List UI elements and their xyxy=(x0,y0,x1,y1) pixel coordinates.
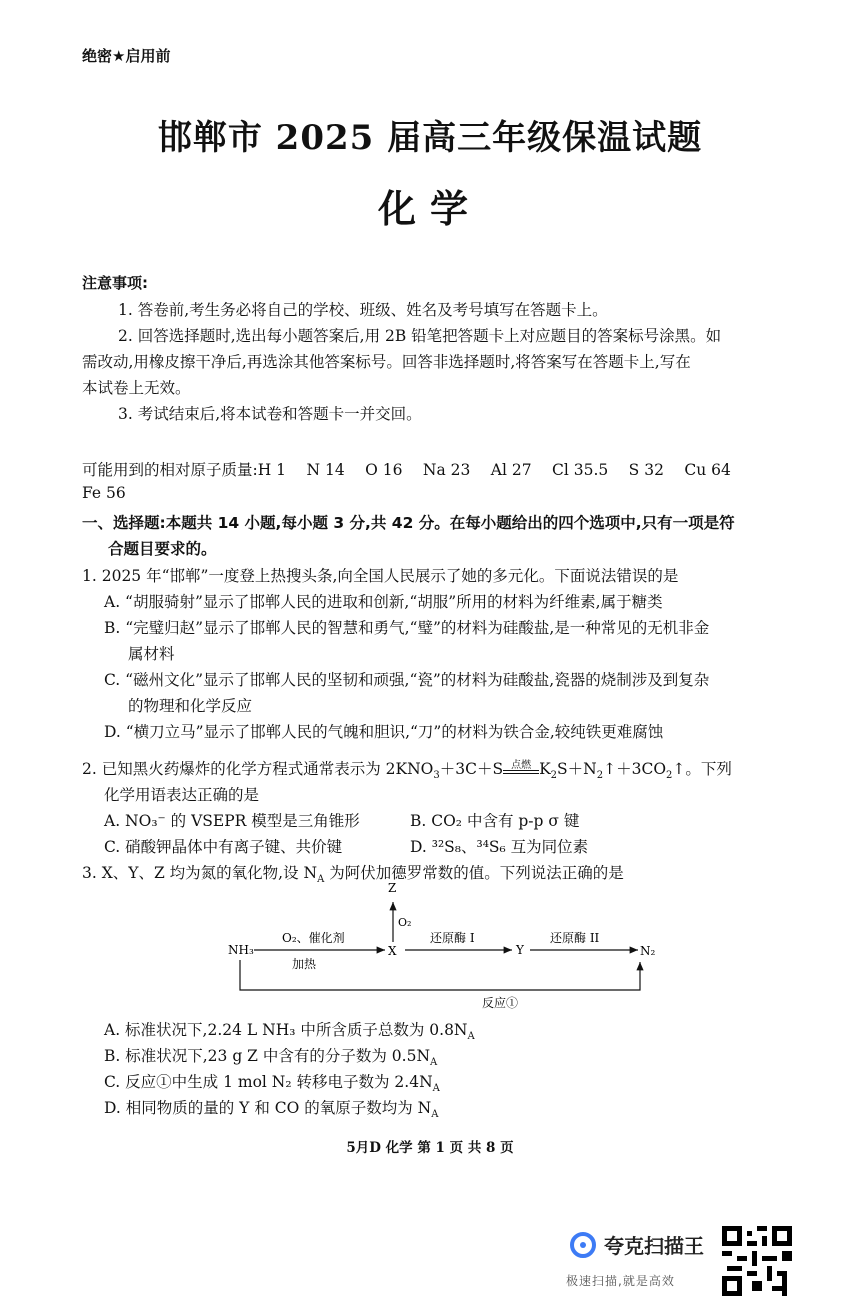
question-2-option-a: A. NO₃⁻ 的 VSEPR 模型是三角锥形 xyxy=(104,812,360,830)
notice-item-1: 1. 答卷前,考生务必将自己的学校、班级、姓名及考号填写在答题卡上。 xyxy=(118,301,608,319)
reaction1-label: 反应① xyxy=(482,996,519,1010)
section-heading: 一、选择题:本题共 14 小题,每小题 3 分,共 42 分。在每小题给出的四个选项中,只有一项是符 xyxy=(82,514,735,532)
nh3-label: NH₃ xyxy=(228,943,254,957)
question-3-option-d-sub: A xyxy=(431,1109,439,1121)
y-label: Y xyxy=(516,943,524,957)
question-2-stem-cont: 化学用语表达正确的是 xyxy=(104,786,260,804)
question-3-option-c xyxy=(104,1070,440,1095)
question-2-stem-start: 2. 已知黑火药爆炸的化学方程式通常表示为 2KNO xyxy=(82,760,434,778)
atomic-masses xyxy=(82,458,731,480)
notice-heading: 注意事项: xyxy=(82,274,148,292)
atomic-masses-values: H 1 N 14 O 16 Na 23 Al 27 Cl 35.5 S 32 Cu 64 xyxy=(257,461,731,479)
scanner-tagline: 极速扫描,就是高效 xyxy=(566,1274,675,1288)
subject-title: 化学 xyxy=(377,186,482,231)
qr-code-icon xyxy=(722,1226,792,1296)
question-2-option-c: C. 硝酸钾晶体中有离子键、共价键 xyxy=(104,838,343,856)
question-3-option-a-sub: A xyxy=(467,1031,475,1043)
question-2-stem: 2. 已知黑火药爆炸的化学方程式通常表示为 $2KNO_3+3C+S$ 点燃 $K_2S+N_2↑+3CO_2↑$。下列 xyxy=(82,757,732,779)
atomic-masses-label: 可能用到的相对原子质量: xyxy=(82,461,258,479)
question-1-option-b-cont: 属材料 xyxy=(128,645,175,663)
confidential-label: 绝密★启用前 xyxy=(82,47,171,65)
section-heading-cont: 合题目要求的。 xyxy=(108,540,217,558)
notice-item-2-cont: 需改动,用橡皮擦干净后,再选涂其他答案标号。回答非选择题时,将答案写在答题卡上,写在 xyxy=(82,353,691,371)
reaction-diagram xyxy=(220,880,660,1015)
enzyme2-label: 还原酶 II xyxy=(550,931,600,945)
question-3-option-d xyxy=(104,1096,439,1121)
question-3-option-b-sub: A xyxy=(430,1057,438,1069)
question-3-option-b xyxy=(104,1044,438,1069)
question-3-option-a xyxy=(104,1018,475,1043)
notice-item-3: 3. 考试结束后,将本试卷和答题卡一并交回。 xyxy=(118,405,422,423)
question-3-stem-text: 3. X、Y、Z 均为氮的氧化物,设 N xyxy=(82,864,318,882)
enzyme1-label: 还原酶 I xyxy=(430,931,475,945)
page-footer: 5月D 化学 第 1 页 共 8 页 xyxy=(346,1140,514,1156)
question-3-option-c-sub: A xyxy=(432,1083,440,1095)
question-3-option-c-text: C. 反应①中生成 1 mol N₂ 转移电子数为 2.4N xyxy=(104,1073,433,1091)
z-label: Z xyxy=(388,881,397,895)
notice-item-2: 2. 回答选择题时,选出每小题答案后,用 2B 铅笔把答题卡上对应题目的答案标号涂黑。如 xyxy=(118,327,722,345)
question-2-option-b: B. CO₂ 中含有 p-p σ 键 xyxy=(410,812,580,830)
atomic-masses-line2: Fe 56 xyxy=(82,484,126,502)
exam-title: 邯郸市 2025 届高三年级保温试题 xyxy=(157,118,703,158)
question-1-option-b: B. “完璧归赵”显示了邯郸人民的智慧和勇气,“璧”的材料为硅酸盐,是一种常见的无机非金 xyxy=(104,619,710,637)
question-3-option-a-text: A. 标准状况下,2.24 L NH₃ 中所含质子总数为 0.8N xyxy=(104,1021,468,1039)
scanner-logo-icon xyxy=(570,1232,596,1258)
reaction-condition: 点燃 xyxy=(511,760,532,771)
question-1-option-a: A. “胡服骑射”显示了邯郸人民的进取和创新,“胡服”所用的材料为纤维素,属于糖类 xyxy=(104,593,663,611)
step1-top-label: O₂、催化剂 xyxy=(282,931,345,945)
o2-label: O₂ xyxy=(398,916,412,929)
step1-bottom-label: 加热 xyxy=(292,957,317,971)
question-3-stem-end: 为阿伏加德罗常数的值。下列说法正确的是 xyxy=(324,864,624,882)
n2-label: N₂ xyxy=(640,944,656,958)
question-3-stem-sub: A xyxy=(317,874,325,886)
question-2-option-d: D. ³²S₈、³⁴S₆ 互为同位素 xyxy=(410,838,589,856)
question-3-option-d-text: D. 相同物质的量的 Y 和 CO 的氧原子数均为 N xyxy=(104,1099,432,1117)
question-1-option-c-cont: 的物理和化学反应 xyxy=(128,697,253,715)
x-label: X xyxy=(388,944,397,958)
question-3-option-b-text: B. 标准状况下,23 g Z 中含有的分子数为 0.5N xyxy=(104,1047,431,1065)
scanner-watermark xyxy=(570,1230,704,1259)
question-1-option-d: D. “横刀立马”显示了邯郸人民的气魄和胆识,“刀”的材料为铁合金,较纯铁更难腐蚀 xyxy=(104,723,664,741)
question-1-option-c: C. “磁州文化”显示了邯郸人民的坚韧和顽强,“瓷”的材料为硅酸盐,瓷器的烧制涉及到复杂 xyxy=(104,671,710,689)
question-1-stem: 1. 2025 年“邯郸”一度登上热搜头条,向全国人民展示了她的多元化。下面说法错误的是 xyxy=(82,567,679,585)
notice-item-2-cont2: 本试卷上无效。 xyxy=(82,379,191,397)
scanner-brand-name: 夸克扫描王 xyxy=(604,1234,704,1258)
